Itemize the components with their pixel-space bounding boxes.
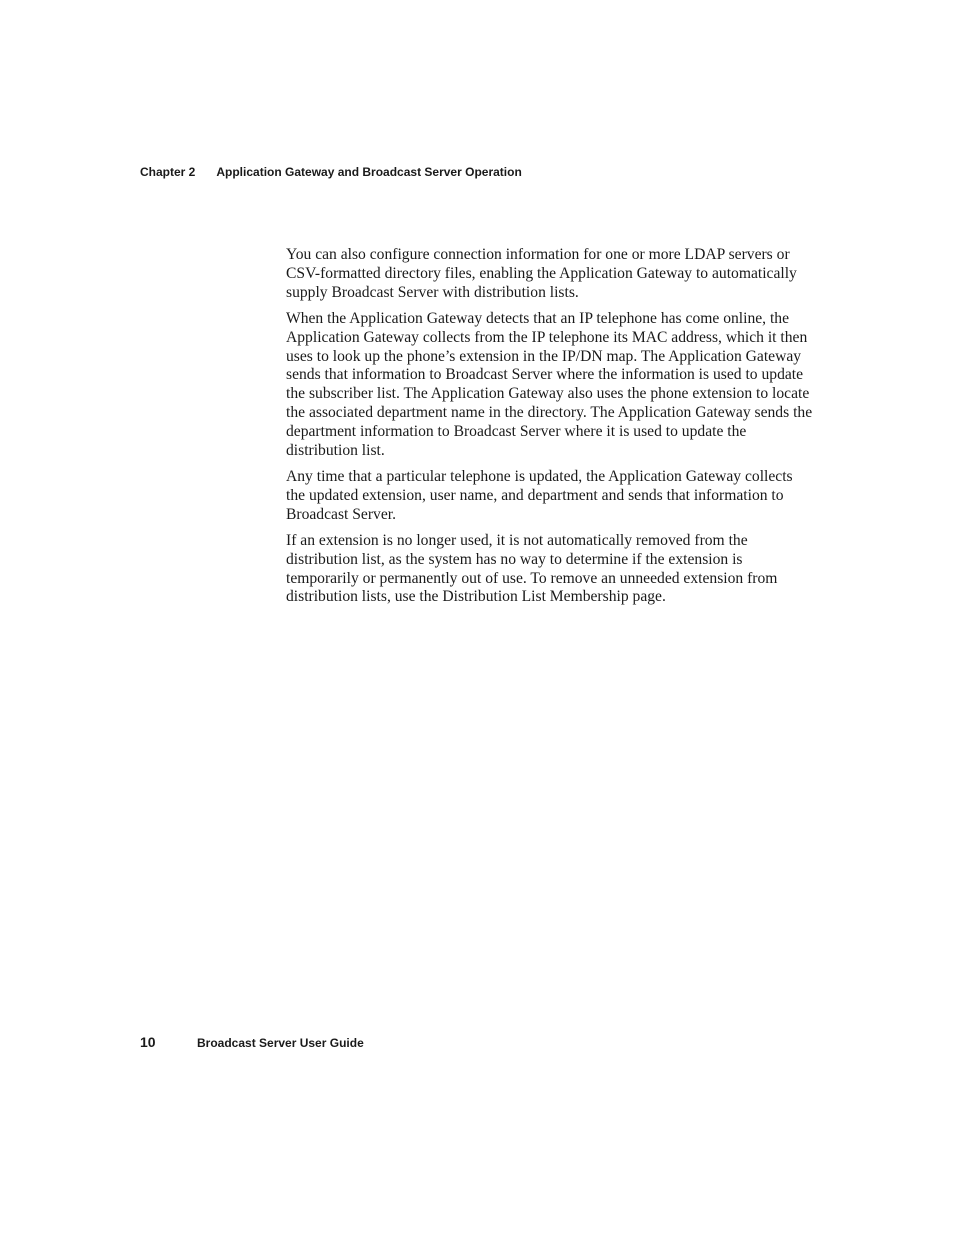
body-text [286,246,814,615]
paragraph: If an extension is no longer used, it is not automatically removed from the distribution list, as the system has no way to determine if the extension is temporarily or permanently out of use. To remove an unneeded extension from distribution lists, use the Distribution List Membership page. [286,531,778,606]
chapter-label: Chapter 2 [140,165,196,179]
paragraph: You can also configure connection information for one or more LDAP servers or CSV-formatted directory files, enabling the Application Gateway to automatically supply Broadcast Server with distribution lists. [286,246,797,301]
page-number: 10 [140,1034,156,1050]
paragraph: Any time that a particular telephone is updated, the Application Gateway collects the updated extension, user name, and department and sends that information to Broadcast Server. [286,467,793,523]
guide-title: Broadcast Server User Guide [197,1036,364,1050]
page-footer [140,1033,364,1052]
chapter-title: Application Gateway and Broadcast Server Operation [216,165,522,179]
paragraph: When the Application Gateway detects that an IP telephone has come online, the Application Gateway collects from the IP telephone its MAC address, which it then uses to look up the phone’s extension in the IP/DN map. The Application Gateway sends that information to Broadcast Server where the information is used to update the subscriber list. The Application Gateway also uses the phone extension to locate the associated department name in the directory. The Application Gateway sends the department information to Broadcast Server where it is used to update the distribution list. [286,309,813,459]
running-header [140,164,522,180]
